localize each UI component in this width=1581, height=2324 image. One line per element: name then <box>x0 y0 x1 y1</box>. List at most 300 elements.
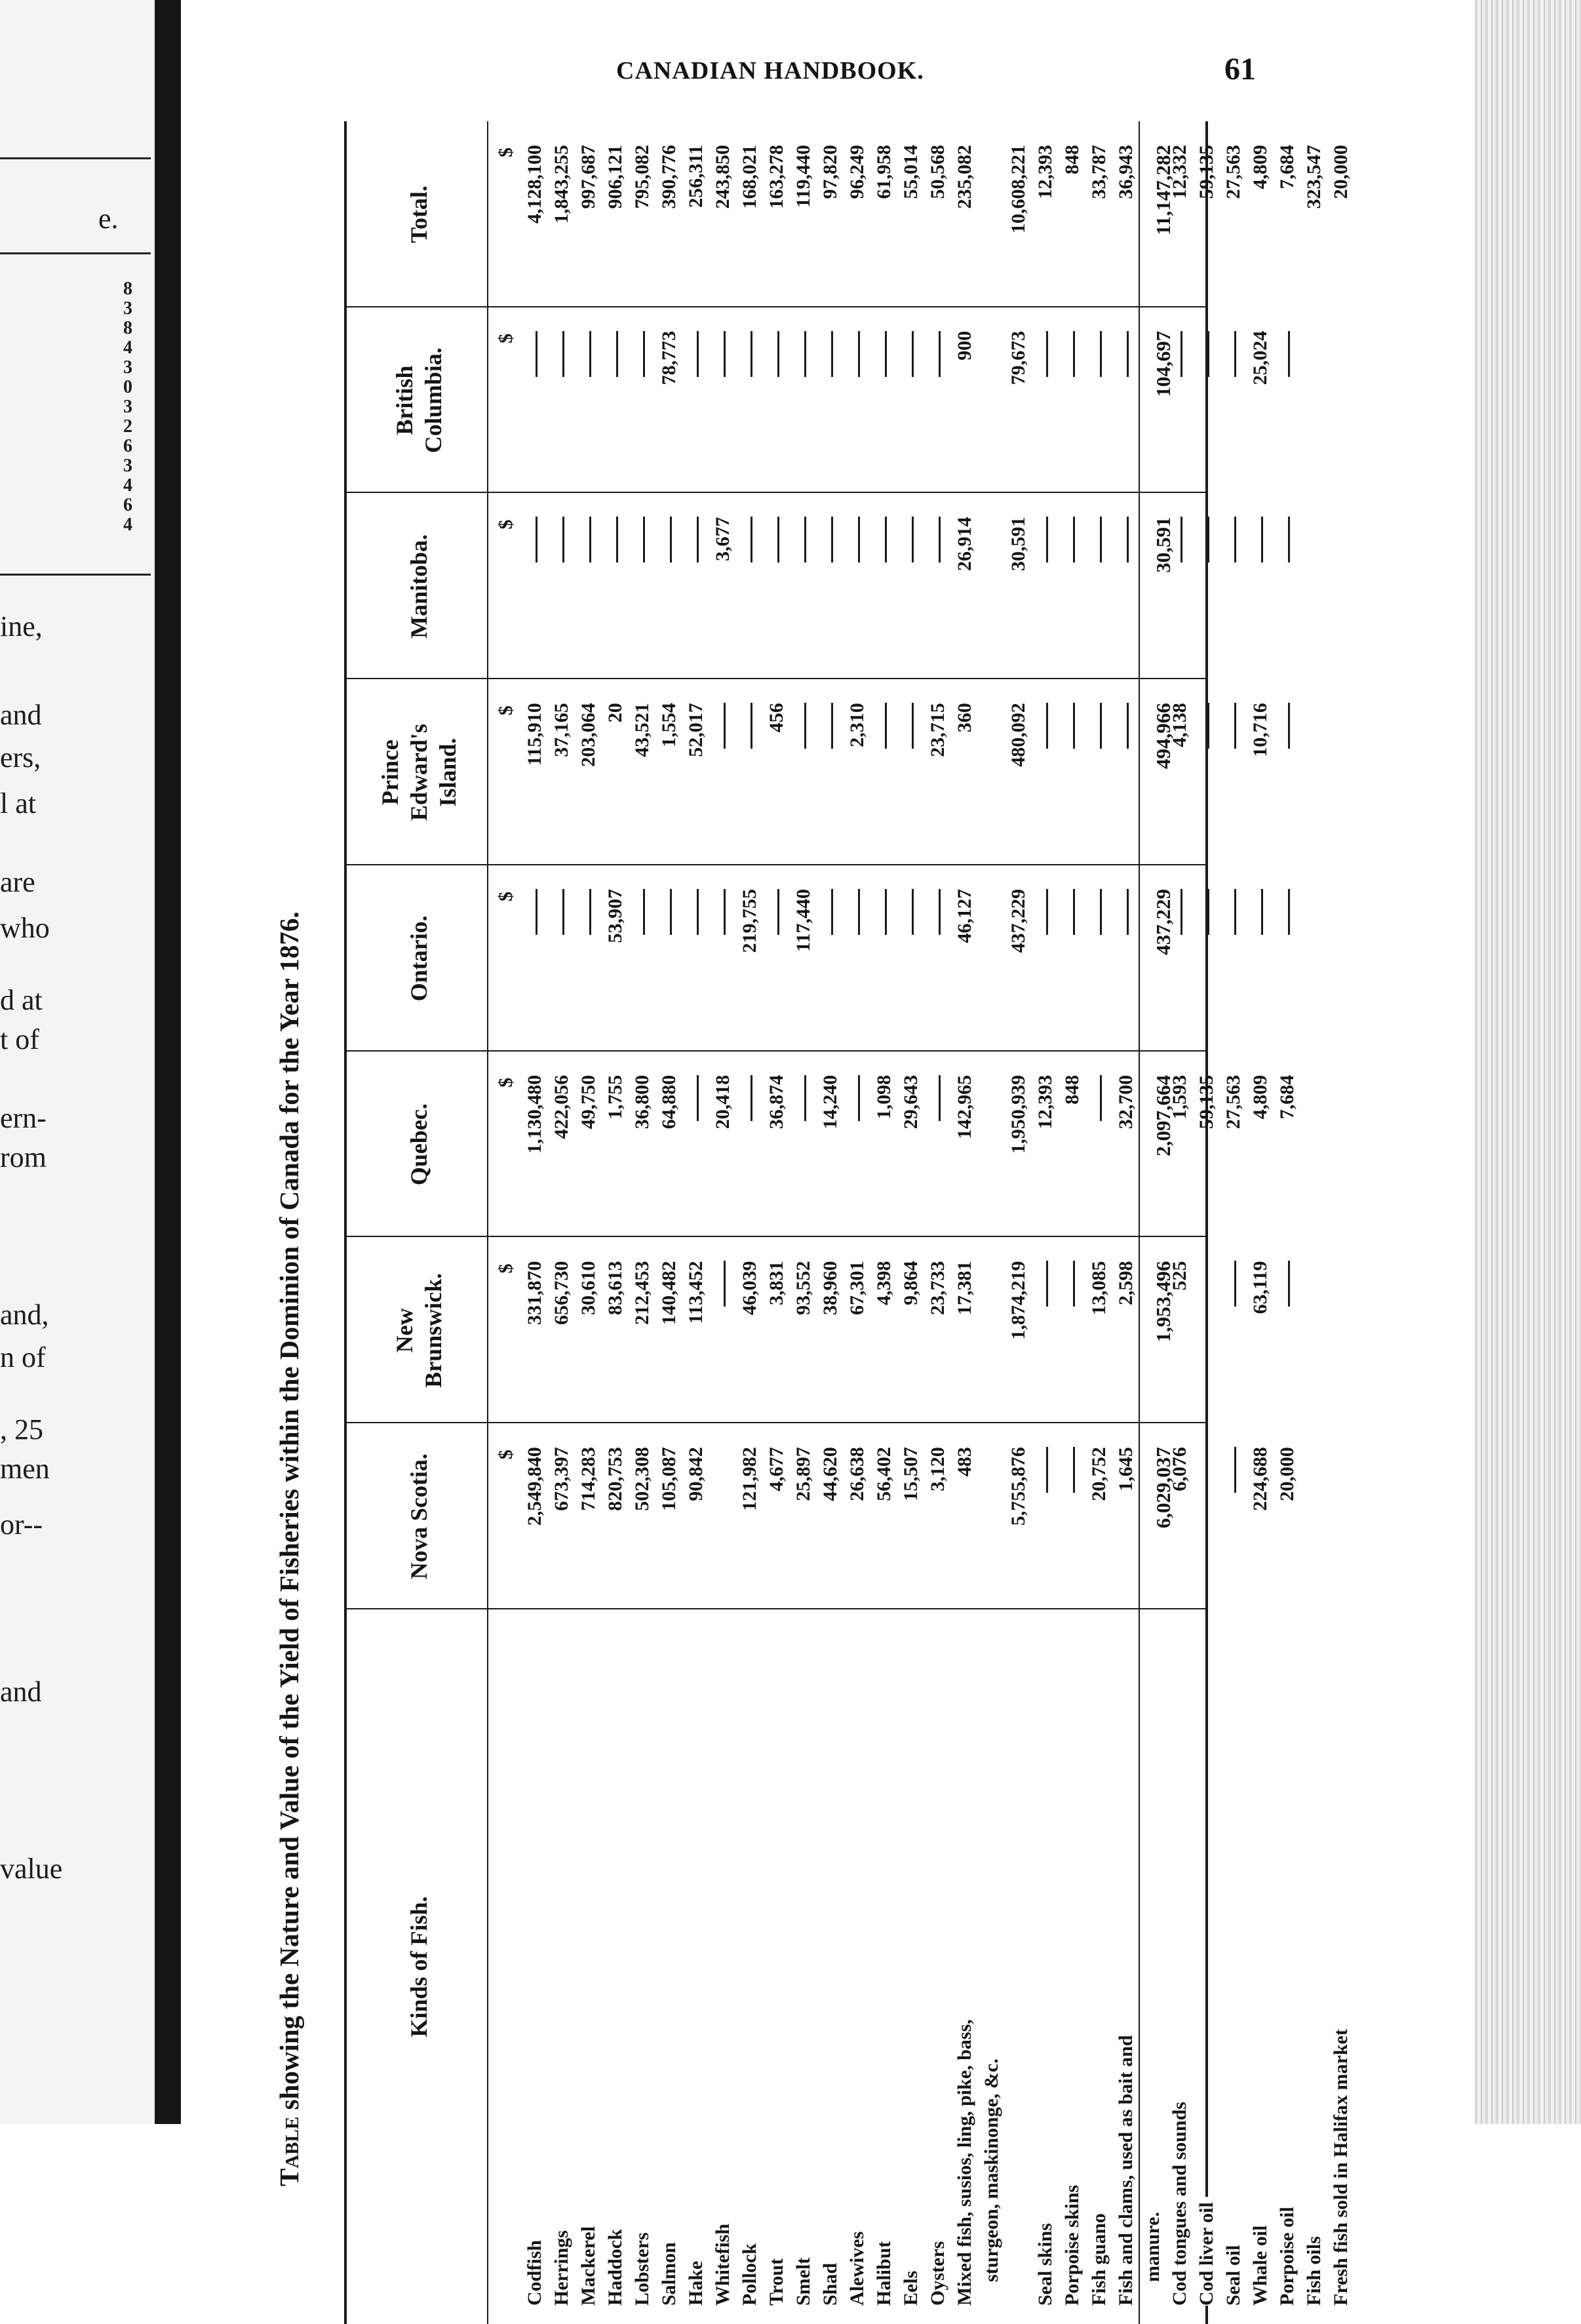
dash-mark <box>643 331 645 377</box>
dollar-sign: $ <box>495 333 517 344</box>
table-cell: 1,593 <box>1169 1074 1190 1120</box>
dash-mark <box>1234 517 1236 563</box>
table-cell: 142,965 <box>954 1074 975 1139</box>
left-page-text: , 25 <box>0 1413 43 1446</box>
running-head <box>184 52 1468 96</box>
fish-kind-row <box>1274 1624 1300 2306</box>
dash-mark <box>1207 331 1209 377</box>
table-cell: 64,880 <box>658 1074 680 1130</box>
table-cell <box>1085 703 1112 859</box>
table-cell: 29,643 <box>900 1074 922 1130</box>
dash-mark <box>1288 331 1290 377</box>
table-cell <box>575 331 602 487</box>
table-cell: 23,715 <box>927 703 948 757</box>
table-cell <box>924 517 951 673</box>
dash-mark <box>1207 703 1209 749</box>
dash-mark <box>670 517 672 563</box>
table-cell: 2,598 <box>1115 1261 1137 1305</box>
table-cell: 243,850 <box>712 145 733 209</box>
fish-kind-label: sturgeon, maskinonge, &c. <box>981 2053 1002 2282</box>
left-page-text: or-- <box>0 1508 43 1541</box>
table-cell <box>602 517 629 673</box>
table-cell <box>924 1075 951 1231</box>
fish-kind-label: Lobsters <box>631 2227 653 2306</box>
table-cell: 7,684 <box>1276 145 1298 189</box>
table-cell <box>575 517 602 673</box>
dash-mark <box>939 889 941 935</box>
table-cell: 32,700 <box>1115 1074 1137 1130</box>
dash-mark <box>1046 1261 1048 1307</box>
dollar-sign: $ <box>495 892 517 901</box>
running-title: CANADIAN HANDBOOK. <box>616 57 924 85</box>
table-cell <box>1220 1447 1247 1603</box>
table-cell <box>817 889 844 1045</box>
dash-mark <box>804 1075 806 1121</box>
table-cell <box>978 1447 1005 1603</box>
table-cell: 20,000 <box>1330 145 1352 199</box>
column-header: Total. <box>406 186 432 243</box>
table-cell: 1,874,219 <box>1007 1261 1029 1340</box>
column-total: 437,229 <box>1152 889 1175 955</box>
table-grid <box>344 121 1352 2324</box>
table-cell <box>790 1075 817 1231</box>
fish-kind-row <box>1193 1624 1220 2306</box>
table-cell: 2,310 <box>846 703 868 747</box>
dash-mark <box>562 517 564 563</box>
table-cell: 331,870 <box>524 1261 545 1325</box>
dash-mark <box>858 517 860 563</box>
table-cell: 7,684 <box>1276 1074 1298 1120</box>
dollar-sign: $ <box>495 1263 517 1274</box>
dash-mark <box>1046 331 1048 377</box>
column-header: Quebec. <box>406 1103 432 1186</box>
fish-kind-row <box>521 1624 548 2306</box>
column-header: New Brunswick. <box>391 1272 446 1388</box>
facing-left-page <box>0 0 155 2124</box>
fish-kind-row <box>844 1624 870 2306</box>
left-page-text: n of <box>0 1341 46 1373</box>
table-cell <box>682 1075 709 1231</box>
table-cell <box>844 517 870 673</box>
fish-kind-label: Herrings <box>551 2225 572 2306</box>
fish-kind-row <box>1059 1624 1085 2306</box>
table-cell: 1,755 <box>604 1074 626 1120</box>
table-cell: 105,087 <box>658 1447 680 1511</box>
table-cell <box>1059 517 1085 673</box>
table-cell <box>629 331 655 487</box>
column-total: 104,697 <box>1152 330 1175 397</box>
dash-mark <box>536 889 537 935</box>
table-cell: 38,960 <box>819 1261 841 1315</box>
column-header: Nova Scotia. <box>406 1453 432 1580</box>
table-cell: 1,554 <box>658 703 680 747</box>
left-page-digit: 4 <box>123 338 132 358</box>
table-cell: 17,381 <box>954 1261 975 1315</box>
table-cell: 480,092 <box>1007 703 1029 767</box>
dash-mark <box>1100 517 1102 563</box>
dash-mark <box>562 331 564 377</box>
dash-mark <box>885 517 887 563</box>
dash-mark <box>536 517 537 563</box>
table-cell <box>978 703 1005 859</box>
table-cell: 30,610 <box>577 1261 599 1315</box>
table-cell <box>629 517 655 673</box>
dollar-sign: $ <box>495 1449 517 1460</box>
table-cell: 79,673 <box>1007 330 1029 385</box>
table-cell <box>521 517 548 673</box>
kinds-header: Kinds of Fish. <box>406 1896 432 2038</box>
table-cell: 113,452 <box>685 1261 707 1324</box>
fish-kind-label: Pollock <box>739 2238 760 2306</box>
column-total: 494,966 <box>1152 703 1175 769</box>
left-page-text: are <box>0 866 35 898</box>
table-cell <box>897 703 924 859</box>
left-page-digit: 6 <box>123 436 132 456</box>
caption-text: showing the Nature and Value of the Yield of Fisheries within the Dominion of Canada for the Year 1876. <box>274 911 304 2117</box>
fish-kind-label: Porpoise skins <box>1061 2180 1083 2306</box>
table-cell: 12,393 <box>1034 1074 1056 1130</box>
dash-mark <box>1100 331 1102 377</box>
dash-mark <box>858 331 860 377</box>
table-cell: 235,082 <box>954 145 975 209</box>
table-cell <box>736 703 763 859</box>
table-cell: 14,240 <box>819 1074 841 1130</box>
dash-mark <box>1207 517 1209 563</box>
fish-kind-label: Seal oil <box>1222 2239 1244 2306</box>
table-cell <box>1032 1261 1059 1417</box>
dash-mark <box>1046 517 1048 563</box>
fish-kind-label: Codfish <box>524 2235 545 2306</box>
dollar-sign: $ <box>495 705 517 716</box>
table-cell: 13,085 <box>1088 1261 1110 1315</box>
table-cell: 36,800 <box>631 1074 653 1130</box>
table-cell <box>870 703 897 859</box>
dash-mark <box>1181 889 1182 935</box>
dash-mark <box>1288 703 1290 749</box>
table-cell <box>1112 517 1139 673</box>
page-edge <box>1475 0 1581 2124</box>
table-cell: 1,950,939 <box>1007 1074 1029 1154</box>
table-cell: 256,311 <box>685 145 707 208</box>
table-cell: 795,082 <box>631 145 653 209</box>
table-cell: 93,552 <box>792 1261 814 1315</box>
dash-mark <box>1073 1261 1075 1307</box>
column-values <box>521 1075 1300 1231</box>
fish-kind-row <box>602 1624 629 2306</box>
table-cell <box>1032 1447 1059 1603</box>
dash-mark <box>562 889 564 935</box>
dash-mark <box>885 331 887 377</box>
fish-kind-row <box>763 1624 790 2306</box>
dash-mark <box>697 1075 699 1121</box>
left-page-text: d at <box>0 984 43 1016</box>
dash-mark <box>1100 889 1102 935</box>
table-cell <box>1220 703 1247 859</box>
fish-kind-row <box>817 1624 844 2306</box>
table-cell <box>709 1447 736 1603</box>
table-cell: 26,638 <box>846 1447 868 1501</box>
table-cell: 10,608,221 <box>1007 145 1029 233</box>
table-cell: 27,563 <box>1222 145 1244 199</box>
dash-mark <box>939 331 941 377</box>
table-cell: 1,098 <box>873 1074 895 1120</box>
dash-mark <box>1073 1447 1075 1493</box>
fish-kind-label: Mixed fish, susios, ling, pike, bass, <box>954 2019 975 2306</box>
section-gap <box>1005 1624 1032 2306</box>
table-cell <box>655 889 682 1045</box>
dash-mark <box>858 889 860 935</box>
table-cell: 3,831 <box>766 1261 787 1305</box>
dash-mark <box>1234 889 1236 935</box>
table-cell: 119,440 <box>792 145 814 208</box>
dash-mark <box>885 889 887 935</box>
table-cell: 323,547 <box>1303 145 1325 209</box>
left-page-text: ers, <box>0 741 41 774</box>
fish-kind-label: Trout <box>766 2253 787 2306</box>
header-rule <box>487 121 488 2324</box>
table-cell <box>1274 1261 1300 1417</box>
dash-mark <box>536 331 537 377</box>
fish-kind-label: manure. <box>1142 2212 1163 2282</box>
left-page-text: l at <box>0 787 36 819</box>
table-cell: 714,283 <box>577 1447 599 1511</box>
table-cell <box>1193 331 1220 487</box>
table-cell: 23,733 <box>927 1261 948 1315</box>
table-cell: 27,563 <box>1222 1074 1244 1130</box>
table-cell: 422,056 <box>551 1074 572 1139</box>
column-values <box>521 331 1300 487</box>
left-page-text: who <box>0 912 50 944</box>
table-cell: 224,688 <box>1249 1447 1271 1511</box>
column-total: 11,147,282 <box>1152 145 1175 235</box>
dash-mark <box>1127 703 1129 749</box>
table-cell: 37,165 <box>551 703 572 757</box>
table-cell: 4,398 <box>873 1261 895 1305</box>
table-cell <box>817 517 844 673</box>
column-values <box>521 889 1300 1045</box>
table-caption <box>273 285 305 2186</box>
table-cell <box>1059 889 1085 1045</box>
fish-kind-row <box>548 1624 575 2306</box>
left-page-digit: 4 <box>123 515 132 535</box>
table-cell <box>575 889 602 1045</box>
dash-mark <box>912 517 914 563</box>
dash-mark <box>1100 703 1102 749</box>
table-cell <box>1032 517 1059 673</box>
dash-mark <box>589 517 591 563</box>
table-cell: 61,958 <box>873 145 895 199</box>
table-cell <box>521 331 548 487</box>
table-cell <box>1220 1261 1247 1417</box>
dash-mark <box>1261 889 1263 935</box>
fish-kind-label: Seal skins <box>1034 2218 1056 2306</box>
table-cell: 5,755,876 <box>1007 1447 1029 1526</box>
table-cell: 12,332 <box>1169 145 1190 199</box>
fish-kind-row <box>655 1624 682 2306</box>
table-cell <box>924 889 951 1045</box>
table-cell <box>978 889 1005 1045</box>
dash-mark <box>1073 517 1075 563</box>
table-cell <box>978 145 1005 301</box>
table-cell <box>521 889 548 1045</box>
dash-mark <box>1261 517 1263 563</box>
table-cell <box>1274 517 1300 673</box>
dash-mark <box>912 703 914 749</box>
fish-kind-label: Whitefish <box>712 2218 733 2306</box>
dash-mark <box>1288 889 1290 935</box>
table-cell: 203,064 <box>577 703 599 767</box>
fish-kind-row <box>1112 1624 1139 2306</box>
table-cell <box>736 331 763 487</box>
column-total: 30,591 <box>1152 517 1175 573</box>
dash-mark <box>1073 703 1075 749</box>
table-cell <box>1059 1447 1085 1603</box>
table-cell <box>844 331 870 487</box>
table-cell <box>844 1075 870 1231</box>
table-cell <box>1112 331 1139 487</box>
fish-kind-label: Oysters <box>927 2236 948 2306</box>
table-cell: 115,910 <box>524 703 545 766</box>
table-cell <box>1085 1075 1112 1231</box>
table-cell: 59,135 <box>1196 145 1217 199</box>
fisheries-table <box>274 121 1352 2324</box>
column-header: Prince Edward's Island. <box>377 724 461 821</box>
table-cell <box>629 889 655 1045</box>
dash-mark <box>831 517 833 563</box>
fish-kind-label: Whale oil <box>1249 2220 1271 2306</box>
fish-kind-row <box>1247 1624 1274 2306</box>
table-cell <box>1193 703 1220 859</box>
column-total: 2,097,664 <box>1152 1074 1175 1156</box>
table-cell: 906,121 <box>604 145 626 209</box>
table-cell <box>790 703 817 859</box>
dash-mark <box>1234 703 1236 749</box>
dash-mark <box>616 331 618 377</box>
table-cell: 12,393 <box>1034 145 1056 199</box>
left-page-text: ine, <box>0 610 43 642</box>
table-cell: 36,874 <box>766 1074 787 1130</box>
table-cell: 3,677 <box>712 517 733 561</box>
table-cell: 525 <box>1169 1261 1190 1291</box>
table-cell: 46,039 <box>739 1261 760 1315</box>
left-page-text: rom <box>0 1141 47 1173</box>
fish-kind-row <box>924 1624 951 2306</box>
kinds-column <box>521 1624 1354 2306</box>
fish-kind-row <box>736 1624 763 2306</box>
dash-mark <box>751 517 752 563</box>
table-cell <box>763 517 790 673</box>
table-cell: 212,453 <box>631 1261 653 1325</box>
fish-kind-row <box>682 1624 709 2306</box>
fish-kind-label: Haddock <box>604 2224 626 2306</box>
dash-mark <box>616 517 618 563</box>
dash-mark <box>1046 889 1048 935</box>
table-cell: 44,620 <box>819 1447 841 1501</box>
dash-mark <box>1127 331 1129 377</box>
dash-mark <box>1127 517 1129 563</box>
left-page-digit: 8 <box>123 318 132 338</box>
table-cell <box>548 517 575 673</box>
fish-kind-row <box>951 1624 978 2306</box>
table-cell <box>870 331 897 487</box>
table-cell: 2,549,840 <box>524 1447 545 1526</box>
dash-mark <box>724 1261 726 1307</box>
table-cell <box>602 331 629 487</box>
fish-kind-label: Porpoise oil <box>1276 2201 1298 2306</box>
table-cell: 117,440 <box>792 889 814 952</box>
left-page-text: and <box>0 699 42 731</box>
left-page-digit: 6 <box>123 495 132 515</box>
table-cell <box>709 1261 736 1417</box>
left-page-text: t of <box>0 1023 39 1055</box>
table-cell <box>978 1261 1005 1417</box>
table-cell: 900 <box>954 330 975 361</box>
dash-mark <box>751 1075 752 1121</box>
dash-mark <box>831 331 833 377</box>
dash-mark <box>777 517 779 563</box>
table-cell: 4,809 <box>1249 145 1271 189</box>
fish-kind-label: Fresh fish sold in Halifax market <box>1330 2029 1352 2306</box>
dash-mark <box>697 517 699 563</box>
table-cell: 656,730 <box>551 1261 572 1325</box>
left-page-rule <box>0 157 151 159</box>
left-page-rule <box>0 252 151 254</box>
table-cell <box>1247 517 1274 673</box>
table-cell: 163,278 <box>766 145 787 209</box>
dash-mark <box>1234 1447 1236 1493</box>
dash-mark <box>1181 517 1182 563</box>
fish-kind-label: Fish and clams, used as bait and <box>1115 2035 1137 2306</box>
table-cell <box>790 331 817 487</box>
fish-kind-label: Eels <box>900 2266 922 2306</box>
table-cell <box>682 517 709 673</box>
table-cell: 46,127 <box>954 889 975 943</box>
fish-kind-label: Fish oils <box>1303 2231 1325 2306</box>
table-cell <box>1085 517 1112 673</box>
fish-kind-row <box>978 1624 1005 2306</box>
column-total: 1,953,496 <box>1152 1261 1175 1343</box>
table-cell: 483 <box>954 1447 975 1477</box>
table-cell <box>978 331 1005 487</box>
table-cell <box>1193 517 1220 673</box>
dash-mark <box>1207 889 1209 935</box>
table-cell <box>682 889 709 1045</box>
table-cell: 25,897 <box>792 1447 814 1501</box>
table-cell <box>870 517 897 673</box>
table-cell <box>978 517 1005 673</box>
dash-mark <box>804 331 806 377</box>
table-cell <box>1032 703 1059 859</box>
dash-mark <box>724 889 726 935</box>
table-cell: 36,943 <box>1115 145 1137 199</box>
table-cell: 55,014 <box>900 145 922 199</box>
table-cell <box>1059 1261 1085 1417</box>
table-cell: 219,755 <box>739 889 760 953</box>
table-cell <box>897 517 924 673</box>
table-cell <box>1274 331 1300 487</box>
dash-mark <box>885 703 887 749</box>
dash-mark <box>697 331 699 377</box>
table-cell: 67,301 <box>846 1261 868 1315</box>
dash-mark <box>1234 1261 1236 1307</box>
dash-mark <box>1234 331 1236 377</box>
fish-kind-row <box>1085 1624 1112 2306</box>
left-page-text: and <box>0 1676 42 1708</box>
dash-mark <box>831 889 833 935</box>
dash-mark <box>589 331 591 377</box>
table-cell: 848 <box>1061 1074 1083 1105</box>
fish-kind-row <box>897 1624 924 2306</box>
